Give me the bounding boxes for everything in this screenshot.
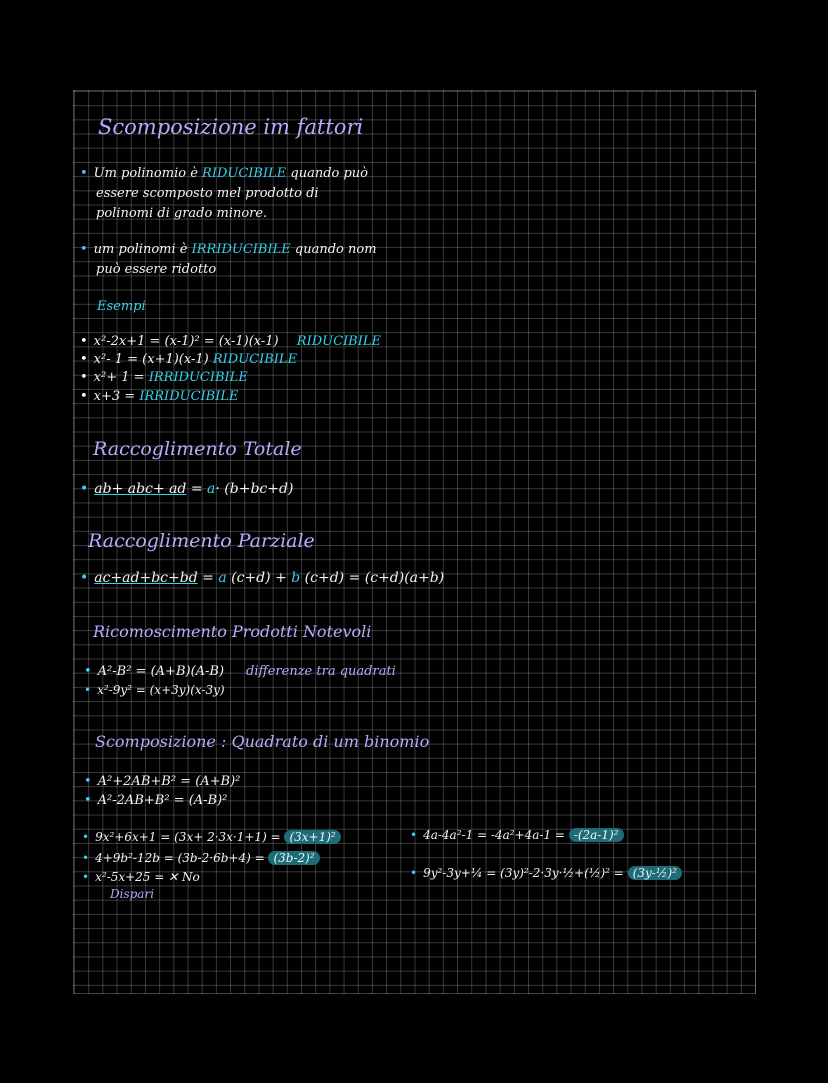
def1-text: Um polinomio è [93,166,198,181]
examples-label: Esempi [97,299,146,314]
square-example-expr: 9x²+6x+1 = (3x+ 2·3x·1+1) = [95,830,281,844]
partial-lhs: ac+ad+bc+bd [94,570,198,586]
total-rest: · (b+bc+d) [215,481,294,497]
example-tag: IRRIDUCIBILE [148,370,248,385]
def2-text-b: quando nom [294,242,377,257]
square-example-right: • 4a-4a²-1 = -4a²+4a-1 = -(2a-1)² [410,828,624,842]
def1-line3: polinomi di grado minore. [96,206,268,221]
total-factor: a [207,481,216,497]
notable-expr: A²-B² = (A+B)(A-B) [97,664,225,679]
definition-reducible: • Um polinomio è RIDUCIBILE quando può [80,166,368,181]
square-example-result: (3x+1)² [284,830,340,844]
section-title-partial: Raccoglimento Parziale [88,530,315,552]
square-example-result: (3y-½)² [628,866,682,880]
def1-line2: essere scomposto mel prodotto di [96,186,319,201]
example-expr: x²- 1 = (x+1)(x-1) [93,352,209,367]
example-tag: IRRIDUCIBILE [139,389,239,404]
square-example-left: • 9x²+6x+1 = (3x+ 2·3x·1+1) = (3x+1)² [82,830,341,844]
dispari-note: Dispari [110,887,155,901]
square-rule-text: A²+2AB+B² = (A+B)² [97,774,241,789]
square-example-left: • 4+9b²-12b = (3b-2·6b+4) = (3b-2)² [82,851,320,865]
notable-note: differenze tra quadrati [246,664,396,679]
partial-rest: (c+d) = (c+d)(a+b) [304,570,445,586]
square-example-left: • x²-5x+25 = ✕ No [82,870,200,884]
def1-text-b: quando può [290,166,368,181]
notable-expr: x²-9y² = (x+3y)(x-3y) [97,683,225,697]
definition-irreducible: • um polinomi è IRRIDUCIBILE quando nom [80,242,377,257]
def2-line2: può essere ridotto [96,262,217,277]
square-example-expr: 4a-4a²-1 = -4a²+4a-1 = [423,828,565,842]
example-expr: x+3 = [93,389,136,404]
example-expr: x²-2x+1 = (x-1)² = (x-1)(x-1) [93,334,279,349]
square-example-result: (3b-2)² [268,851,319,865]
notable-row: • A²-B² = (A+B)(A-B) differenze tra quadrati [84,664,396,679]
square-rule-text: A²-2AB+B² = (A-B)² [97,793,228,808]
example-tag: RIDUCIBILE [296,334,381,349]
reducible-keyword: RIDUCIBILE [202,166,287,181]
example-tag: RIDUCIBILE [212,352,298,367]
page-title: Scomposizione im fattori [98,115,364,139]
square-rule: • A²-2AB+B² = (A-B)² [84,793,228,808]
partial-factor-a: a [218,570,227,586]
square-example-expr: 4+9b²-12b = (3b-2·6b+4) = [95,851,265,865]
example-row: • x+3 = IRRIDUCIBILE [80,389,239,404]
partial-mid: (c+d) + [231,570,287,586]
def2-text: um polinomi è [93,242,188,257]
section-title-square: Scomposizione : Quadrato di um binomio [95,732,430,751]
total-eq: = [190,481,203,497]
example-row: • x²+ 1 = IRRIDUCIBILE [80,370,248,385]
partial-factor-b: b [291,570,301,586]
partial-eq: = [202,570,214,586]
square-example-expr: x²-5x+25 = ✕ No [95,870,200,884]
square-example-expr: 9y²-3y+¼ = (3y)²-2·3y·½+(½)² = [423,866,624,880]
square-example-right: • 9y²-3y+¼ = (3y)²-2·3y·½+(½)² = (3y-½)² [410,866,682,880]
total-lhs: ab+ abc+ ad [94,481,187,497]
example-expr: x²+ 1 = [93,370,145,385]
square-example-result: -(2a-1)² [569,828,624,842]
example-row: • x²-2x+1 = (x-1)² = (x-1)(x-1) RIDUCIBILE [80,334,381,349]
partial-expression: • ac+ad+bc+bd = a (c+d) + b (c+d) = (c+d)(a+b) [80,570,445,586]
notable-row: • x²-9y² = (x+3y)(x-3y) [84,683,225,697]
irreducible-keyword: IRRIDUCIBILE [191,242,291,257]
square-rule: • A²+2AB+B² = (A+B)² [84,774,241,789]
example-row: • x²- 1 = (x+1)(x-1) RIDUCIBILE [80,352,298,367]
section-title-notable: Ricomoscimento Prodotti Notevoli [93,622,372,641]
total-expression: • ab+ abc+ ad = a· (b+bc+d) [80,481,294,497]
section-title-total: Raccoglimento Totale [93,438,302,460]
